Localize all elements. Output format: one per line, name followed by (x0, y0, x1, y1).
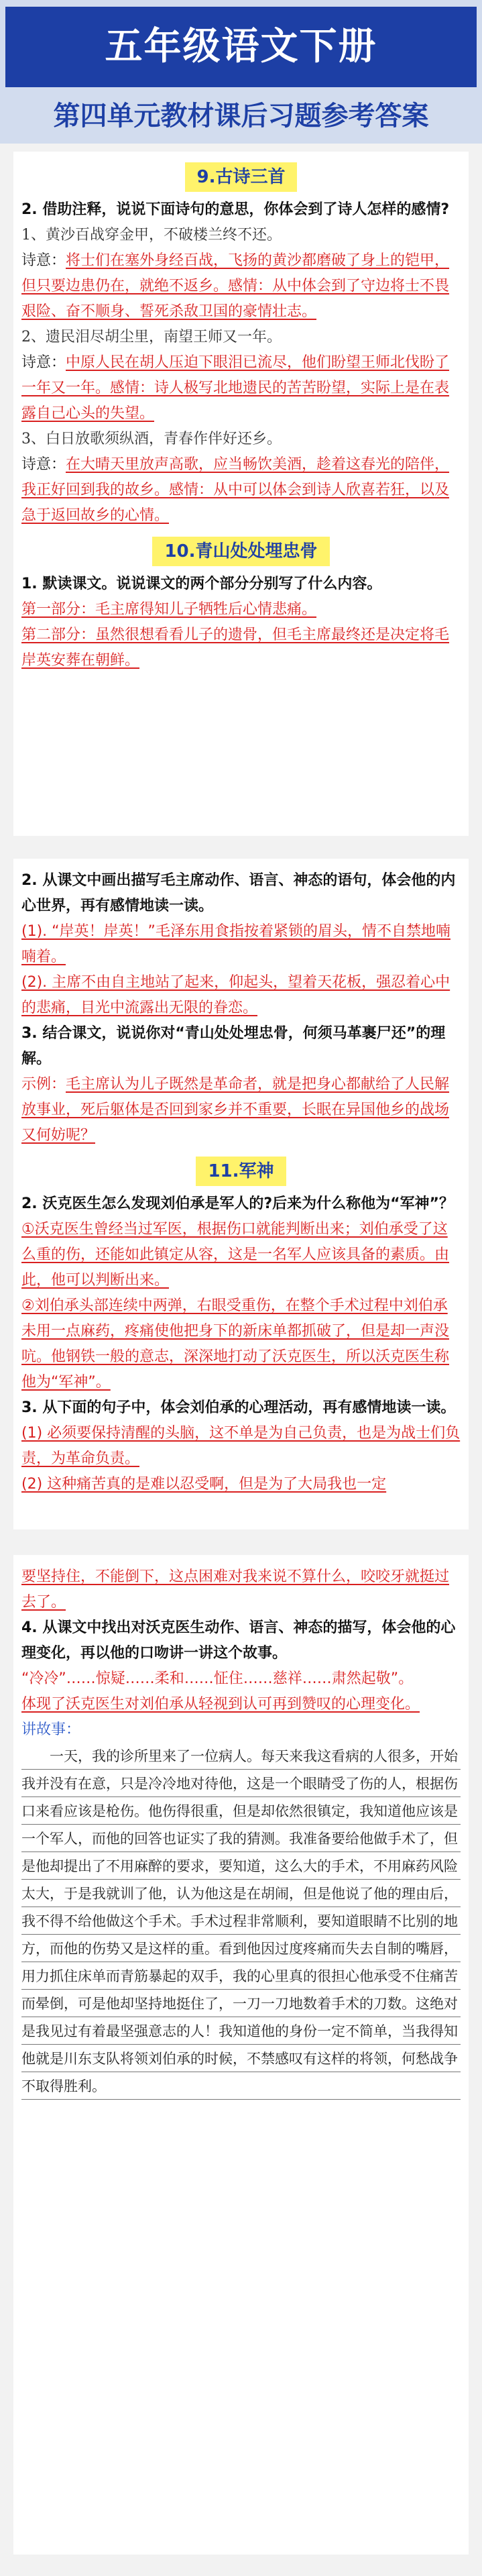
answer-text: 毛主席认为儿子既然是革命者，就是把身心都献给了人民解放事业，死后躯体是否回到家乡并不重要，长眠在异国他乡的战场又何妨呢？ (21, 1076, 450, 1144)
header (0, 0, 482, 144)
poem-line: 2、遗民泪尽胡尘里，南望王师又一年。 (21, 329, 282, 345)
answer-text: 中原人民在胡人压迫下眼泪已流尽，他们盼望王师北伐盼了一年又一年。感情：诗人极写北地遗民的苦苦盼望，实际上是在表露自己心头的失望。 (21, 354, 450, 422)
answer-paragraph (21, 452, 461, 529)
section-heading-11: 11.军神 (196, 1157, 286, 1186)
section-heading-9: 9.古诗三首 (185, 162, 298, 192)
question: 2. 沃克医生怎么发现刘伯承是军人的?后来为什么称他为“军神”？ (21, 1195, 455, 1212)
poem-line: 3、白日放歌须纵酒，青春作伴好还乡。 (21, 431, 282, 447)
answer-text: 将士们在塞外身经百战，飞扬的黄沙都磨破了身上的铠甲，但只要边患仍在，就绝不返乡。感情：从中体会到了守边将士不畏艰险、奋不顺身、誓死杀敌卫国的豪情壮志。 (21, 252, 450, 320)
question: 2. 借助注释，说说下面诗句的意思，你体会到了诗人怎样的感情? (21, 201, 450, 218)
answer-text: (2). 主席不由自主地站了起来，仰起头，望着天花板，强忍着心中的悲痛，目光中流露出无限的眷恋。 (21, 974, 450, 1016)
question: 4. 从课文中找出对沃克医生动作、语言、神态的描写，体会他的心理变化，再以他的口吻讲一讲这个故事。 (21, 1619, 456, 1662)
word-chain: “冷冷”……惊疑……柔和……怔住……慈祥……肃然起敬”。 (21, 1670, 414, 1687)
answer-text: (1) 必须要保持清醒的头脑，这不单是为自己负责，也是为战士们负责，为革命负责。 (21, 1425, 461, 1467)
page-subtitle: 第四单元教材课后习题参考答案 (53, 101, 429, 131)
answer-card-2 (13, 859, 469, 1529)
answer-text: ①沃克医生曾经当过军医，根据伤口就能判断出来；刘伯承受了这么重的伤，还能如此镇定从容，这是一名军人应该具备的素质。由此，他可以判断出来。 (21, 1221, 450, 1289)
answer-text: 在大晴天里放声高歌，应当畅饮美酒，趁着这春光的陪伴，我正好回到我的故乡。感情：从中可以体会到诗人欣喜若狂，以及急于返回故乡的心情。 (21, 456, 450, 524)
answer-label: 诗意： (21, 354, 66, 371)
answer-label: 诗意： (21, 456, 66, 473)
question: 2. 从课文中画出描写毛主席动作、语言、神态的语句，体会他的内心世界，再有感情地读一读。 (21, 872, 456, 914)
poem-line: 1、黄沙百战穿金甲，不破楼兰终不还。 (21, 227, 282, 244)
answer-paragraph (21, 350, 461, 427)
answer-paragraph (21, 248, 461, 325)
answer-card-3 (13, 1555, 469, 2555)
answer-label: 诗意： (21, 252, 66, 269)
page-title: 五年级语文下册 (5, 7, 477, 87)
question: 1. 默读课文。说说课文的两个部分分别写了什么内容。 (21, 576, 382, 592)
answer-text: 体现了沃克医生对刘伯承从轻视到认可再到赞叹的心理变化。 (21, 1696, 420, 1713)
question: 3. 结合课文，说说你对“青山处处埋忠骨，何须马革裹尸还”的理解。 (21, 1025, 446, 1067)
answer-card-1 (13, 152, 469, 836)
answer-text: (2) 这种痛苦真的是难以忍受啊，但是为了大局我也一定 (21, 1476, 387, 1493)
answer-text: 第二部分：虽然很想看看儿子的遗骨，但毛主席最终还是决定将毛岸英安葬在朝鲜。 (21, 627, 450, 669)
section-heading-10: 10.青山处处埋忠骨 (152, 537, 329, 566)
question: 3. 从下面的句子中，体会刘伯承的心理活动，再有感情地读一读。 (21, 1399, 456, 1416)
story-label: 讲故事： (21, 1721, 81, 1738)
story-text: 一天，我的诊所里来了一位病人。每天来我这看病的人很多，开始我并没有在意，只是冷冷地对待他，这是一个眼睛受了伤的人，根据伤口来看应该是枪伤。他伤得很重，但是却依然很镇定，我知道他应该是一个军人，而他的回答也证实了我的猜测。我准备要给他做手术了，但是他却提出了不用麻醉的要求，要知道，这么大的手术，不用麻药风险太大，于是我就训了他，认为他这是在胡闹，但是他说了他的理由后，我不得不给他做这个手术。手术过程非常顺利，要知道眼睛不比别的地方，而他的伤势又是这样的重。看到他因过度疼痛而失去自制的嘴唇，用力抓住床单而青筋暴起的双手，我的心里真的很担心他承受不住痛苦而晕倒，可是他却坚持地挺住了，一刀一刀地数着手术的刀数。这绝对是我见过有着最坚强意志的人！我知道他的身份一定不简单，当我得知他就是川东支队将领刘伯承的时候，不禁感叹有这样的将领，何愁战争不取得胜利。 (21, 1743, 461, 2100)
answer-paragraph (21, 1072, 461, 1148)
answer-text: (1). “岸英！岸英！”毛泽东用食指按着紧锁的眉头，情不自禁地喃喃着。 (21, 923, 450, 965)
answer-text: 第一部分：毛主席得知儿子牺牲后心情悲痛。 (21, 601, 317, 618)
answer-text: ②刘伯承头部连续中两弹，右眼受重伤，在整个手术过程中刘伯承未用一点麻药，疼痛使他把身下的新床单都抓破了，但是却一声没吭。他钢铁一般的意志，深深地打动了沃克医生，所以沃克医生称他为“军神”。 (21, 1297, 450, 1391)
answer-label: 示例： (21, 1076, 66, 1093)
answer-text: 要坚持住，不能倒下，这点困难对我来说不算什么，咬咬牙就挺过去了。 (21, 1568, 450, 1611)
